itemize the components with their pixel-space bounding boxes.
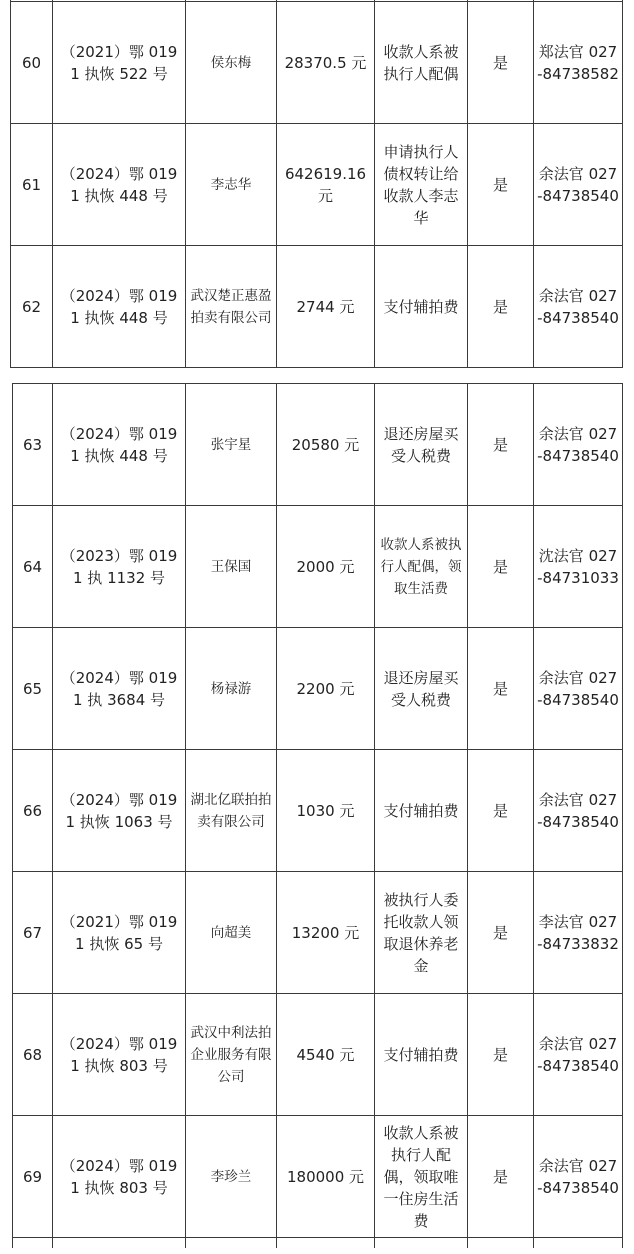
table-row	[11, 246, 623, 368]
judge-contact: 余法官 027-84738540	[534, 750, 623, 872]
row-number: 69	[13, 1116, 53, 1238]
payment-reason: 收款人系被执行人配偶，领取生活费	[375, 506, 468, 628]
judge-contact: 余法官 027-84738540	[534, 384, 623, 506]
payee-name: 张宇星	[186, 384, 277, 506]
payee-name: 向超美	[186, 872, 277, 994]
approved-flag: 是	[468, 1116, 534, 1238]
payment-reason: 收款人系被执行人配偶，领取唯一住房生活费	[375, 1116, 468, 1238]
payment-reason: 申请执行人债权转让给收款人李志华	[375, 124, 468, 246]
approved-flag: 是	[468, 2, 534, 124]
judge-contact: 沈法官 027-84731033	[534, 506, 623, 628]
approved-flag: 是	[468, 124, 534, 246]
payment-reason: 退还房屋买受人税费	[375, 384, 468, 506]
payment-table-part1	[10, 0, 623, 368]
amount: 1030 元	[277, 750, 375, 872]
payment-table-part2	[12, 383, 623, 1248]
judge-contact: 余法官 027-84738540	[534, 124, 623, 246]
table-row	[13, 750, 623, 872]
row-number: 67	[13, 872, 53, 994]
payment-reason: 退还房屋买受人税费	[375, 628, 468, 750]
amount: 642619.16 元	[277, 124, 375, 246]
amount: 4540 元	[277, 994, 375, 1116]
payee-name: 李珍兰	[186, 1116, 277, 1238]
case-number: （2021）鄂 0191 执恢 522 号	[53, 2, 186, 124]
row-number: 63	[13, 384, 53, 506]
payment-reason: 支付辅拍费	[375, 246, 468, 368]
amount: 13200 元	[277, 872, 375, 994]
payee-name: 王保国	[186, 506, 277, 628]
approved-flag: 是	[468, 872, 534, 994]
table-row	[13, 506, 623, 628]
payment-reason: 支付辅拍费	[375, 750, 468, 872]
case-number: （2024）鄂 0191 执 3684 号	[53, 628, 186, 750]
judge-contact: 余法官 027-84738540	[534, 628, 623, 750]
payee-name: 武汉楚正惠盈拍卖有限公司	[186, 246, 277, 368]
approved-flag: 是	[468, 384, 534, 506]
row-number: 66	[13, 750, 53, 872]
row-number: 60	[11, 2, 53, 124]
case-number: （2024）鄂 0191 执恢 803 号	[53, 1116, 186, 1238]
row-number: 61	[11, 124, 53, 246]
row-number: 68	[13, 994, 53, 1116]
approved-flag: 是	[468, 628, 534, 750]
table-row	[13, 872, 623, 994]
amount: 2744 元	[277, 246, 375, 368]
amount: 2000 元	[277, 506, 375, 628]
case-number: （2024）鄂 0191 执恢 448 号	[53, 246, 186, 368]
table-row	[13, 628, 623, 750]
table-row	[11, 124, 623, 246]
judge-contact: 余法官 027-84738540	[534, 994, 623, 1116]
amount: 2200 元	[277, 628, 375, 750]
case-number: （2024）鄂 0191 执恢 803 号	[53, 994, 186, 1116]
case-number: （2024）鄂 0191 执恢 448 号	[53, 384, 186, 506]
table-row	[13, 994, 623, 1116]
payee-name: 杨禄游	[186, 628, 277, 750]
approved-flag: 是	[468, 994, 534, 1116]
amount: 180000 元	[277, 1116, 375, 1238]
row-number: 65	[13, 628, 53, 750]
payee-name: 武汉中利法拍企业服务有限公司	[186, 994, 277, 1116]
judge-contact: 余法官 027-84738540	[534, 246, 623, 368]
payment-reason: 收款人系被执行人配偶	[375, 2, 468, 124]
table-row	[11, 2, 623, 124]
payment-reason: 被执行人委托收款人领取退休养老金	[375, 872, 468, 994]
case-number: （2024）鄂 0191 执恢 448 号	[53, 124, 186, 246]
row-number: 62	[11, 246, 53, 368]
table-row	[13, 384, 623, 506]
payee-name: 侯东梅	[186, 2, 277, 124]
approved-flag: 是	[468, 246, 534, 368]
row-number: 64	[13, 506, 53, 628]
judge-contact: 郑法官 027-84738582	[534, 2, 623, 124]
payee-name: 湖北亿联拍拍卖有限公司	[186, 750, 277, 872]
approved-flag: 是	[468, 750, 534, 872]
case-number: （2021）鄂 0191 执恢 65 号	[53, 872, 186, 994]
judge-contact: 李法官 027-84733832	[534, 872, 623, 994]
case-number: （2023）鄂 0191 执 1132 号	[53, 506, 186, 628]
amount: 28370.5 元	[277, 2, 375, 124]
case-number: （2024）鄂 0191 执恢 1063 号	[53, 750, 186, 872]
amount: 20580 元	[277, 384, 375, 506]
judge-contact: 余法官 027-84738540	[534, 1116, 623, 1238]
payee-name: 李志华	[186, 124, 277, 246]
table-row	[13, 1116, 623, 1238]
approved-flag: 是	[468, 506, 534, 628]
payment-reason: 支付辅拍费	[375, 994, 468, 1116]
